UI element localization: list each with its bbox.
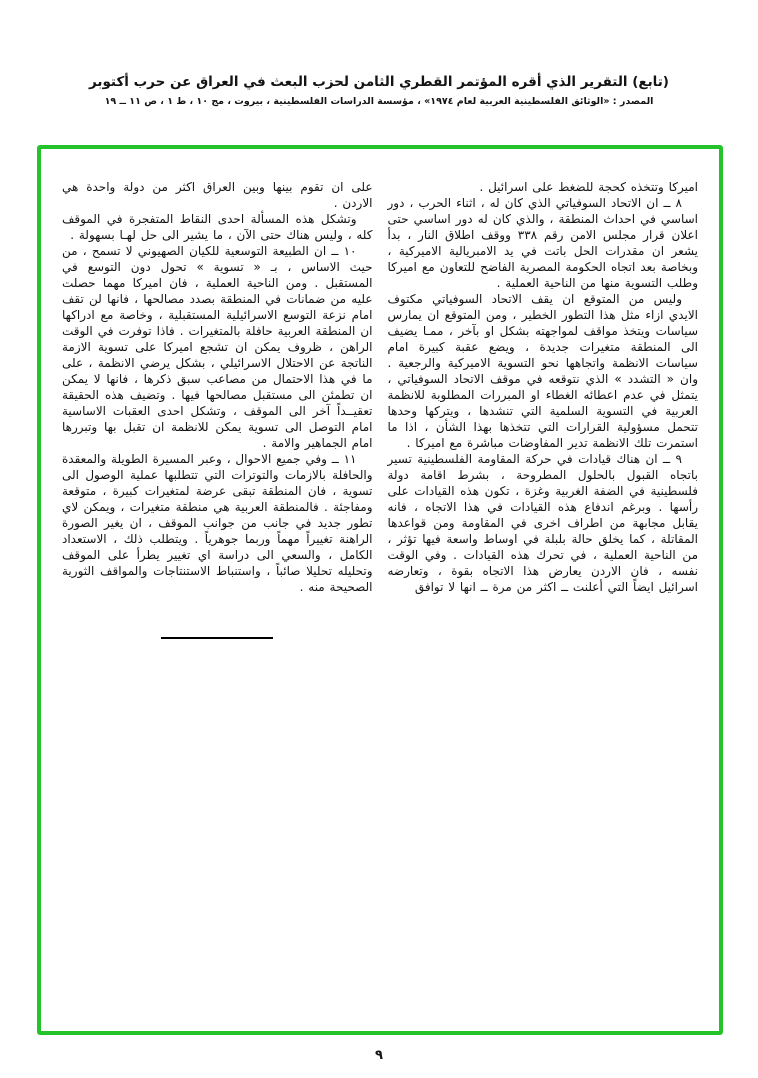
document-title: (تابع) التقرير الذي أقره المؤتمر القطري الثامن لحزب البعث في العراق عن حرب أكتوبر: [89, 74, 669, 90]
content-frame: [37, 145, 723, 1035]
paragraph-point-10: ١٠ ــ ان الطبيعة التوسعية للكيان الصهيوني لا تسمح ، من حيث الاساس ، بـ « تسوية » تحول دون التوسع في المستقبل . ومن الناحية العملية ، فان اميركا مهما حصلت عليه من ضمانات في المنطقة بصدد مصالحها ، فانها لن تقف امام نزعة التوسع الاسرائيلية المستقبلية ، وخاصة مع ادراكها ان المنطقة العربية حافلة بالمتغيرات . فاذا توفرت في الوقت الراهن ، ظروف يمكن ان تشجع اميركا على تسوية الازمة الناتجة عن الاحتلال الاسرائيلي ، بشكل يرضي الانظمة ، على ما في هذا الاحتمال من مصاعب سبق ذكرها ، فانها لا يمكن ان تطمئن الى مستقبل مصالحها فيها . وتضيف هذه الحقيقة تعقيــداً آخر الى الموقف ، وتشكل احدى العقبات الاساسية امام التوصل الى تسوية يمكن للانظمة ان تقبل بها وتبررها امام الجماهير والامة .: [62, 244, 373, 450]
source-line: المصدر : «الوثائق الفلسطينية العربية لعام ١٩٧٤» ، مؤسسة الدراسات الفلسطينية ، بيروت ، مج ١٠ ، ط ١ ، ص ١١ ــ ١٩: [104, 96, 654, 107]
paragraph-point-9: ٩ ــ ان هناك قيادات في حركة المقاومة الفلسطينية تسير باتجاه القبول بالحلول المطروحة ، بشرط اقامة دولة فلسطينية في الضفة الغربية وغزة ، تكون هذه القيادات على رأسها . وبرغم اندفاع هذه القيادات في هذا الاتجاه ، فانه يقابل مجابهة من اطراف اخرى في المقاومة ومن قواعدها المقاتلة ، كما يخلق حالة بلبلة في اوساط واسعة فيها تؤثر ، من الناحية العملية ، في تحرك هذه القيادات . وفي الوقت نفسه ، فان الاردن يعارض هذا الاتجاه بقوة ، وتعارضه اسرائيل ايضاً التي أعلنت ــ اكثر من مرة ــ انها لا توافق: [387, 452, 698, 594]
paragraph-continuation: على ان تقوم بينها وبين العراق اكثر من دولة واحدة هي الاردن .: [62, 180, 373, 210]
paragraph-issue: وتشكل هذه المسألة احدى النقاط المتفجرة في الموقف كله ، وليس هناك حتى الآن ، ما يشير الى حل لهـا بسهولة .: [62, 212, 373, 242]
end-divider-rule: [161, 637, 273, 639]
page-number: ٩: [375, 1048, 383, 1063]
paragraph-point-8: ٨ ــ ان الاتحاد السوفياتي الذي كان له ، اثناء الحرب ، دور اساسي في احداث المنطقة ، والذي كان له دور اساسي حتى اعلان قرار مجلس الامن رقم ٣٣٨ ووقف اطلاق النار ، بدأ يشعر ان مقدرات الحل باتت في يد الامبريالية الاميركية ، وبخاصة بعد اتجاه الحكومة المصرية الفاضح للتعاون مع اميركا وطلب التسوية منها من الناحية العملية .: [387, 196, 698, 290]
column-right: [388, 179, 699, 595]
page-footer: [0, 1044, 758, 1063]
paragraph-soviet-position: وليس من المتوقع ان يقف الاتحاد السوفياتي مكتوف الايدي ازاء مثل هذا التطور الخطير ، ومن المتوقع ان يمارس سياسات ويتخذ مواقف لمواجهته بشكل او بآخر ، ممـا يضيف الى المنطقة متغيرات جديدة ، ويضع عقبة كبيرة امام سياسات الانظمة واتجاهها نحو التسوية الاميركية والرجعية . وان « التشدد » الذي نتوقعه في موقف الاتحاد السوفياتي ، يتمثل في عدم اعطائه الغطاء او المبررات المطلوبة للانظمة العربية في التسوية السلمية التي تنشدها ، ويتركها وحدها تتحمل مسؤولية القرارات التي تتخذها بهذا الشأن ، اذا ما استمرت تلك الانظمة تدير المفاوضات مباشرة مع اميركا .: [387, 292, 698, 450]
column-left: [62, 179, 373, 639]
paragraph-continuation: اميركا وتتخذه كحجة للضغط على اسرائيل .: [479, 180, 698, 194]
two-column-layout: [41, 149, 719, 669]
page-header: [0, 74, 758, 107]
paragraph-point-11: ١١ ــ وفي جميع الاحوال ، وعبر المسيرة الطويلة والمعقدة والحافلة بالازمات والتوترات التي تتطلبها عملية الوصول الى تسوية ، فان المنطقة تبقى عرضة لمتغيرات كبيرة ، متوقعة ومفاجئة . فالمنطقة العربية هي منطقة متغيرات ، ويمكن لاي تطور جديد في جانب من جوانب الموقف ، ان يغير الصورة الراهنة تغييراً مهماً وربما جوهرياً . ويتطلب ذلك ، الاستعداد الكامل ، والسعي الى دراسة اي تغيير يطرأ على الموقف وتحليله تحليلا صائباً ، واستنباط الاستنتاجات والمواقف الثورية الصحيحة منه .: [62, 452, 373, 594]
